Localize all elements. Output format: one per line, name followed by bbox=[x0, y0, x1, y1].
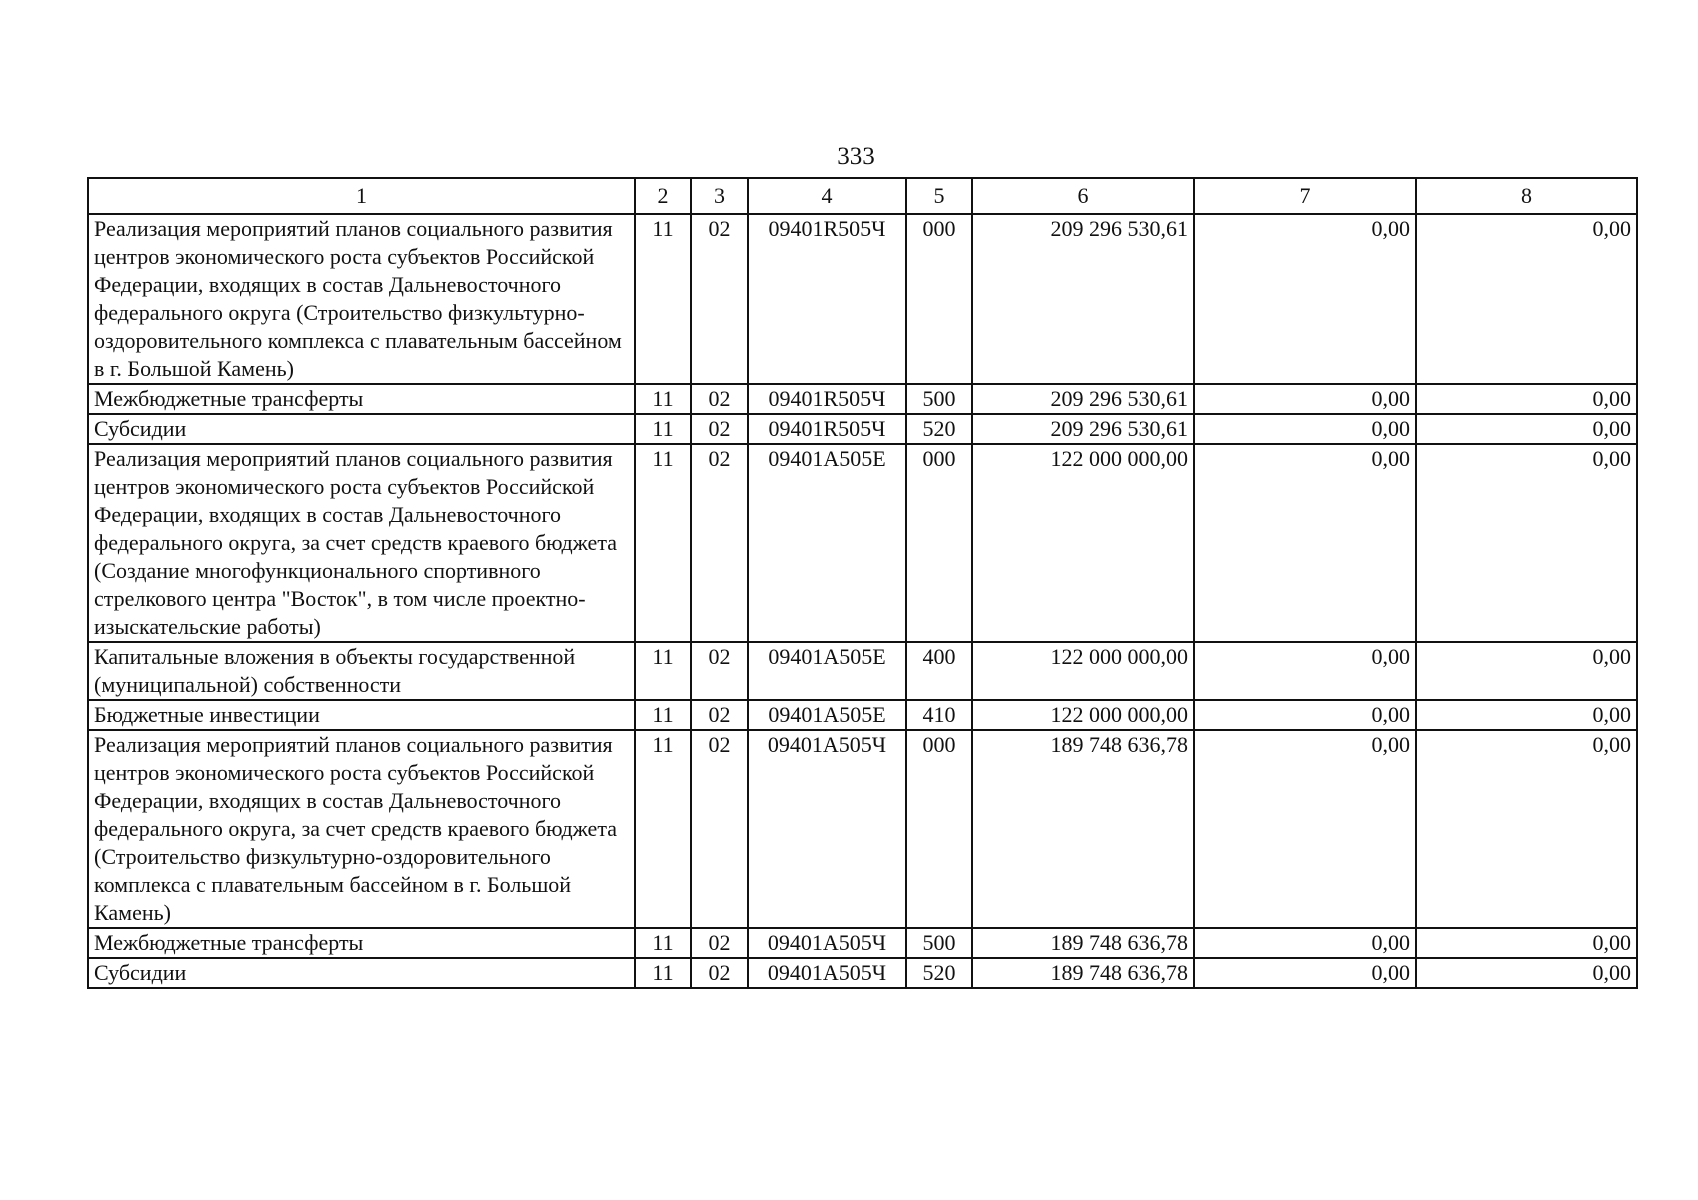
budget-table bbox=[87, 177, 1638, 989]
row-amount-7: 0,00 bbox=[1194, 214, 1416, 384]
row-amount-7: 0,00 bbox=[1194, 700, 1416, 730]
row-subsection: 02 bbox=[691, 214, 748, 384]
row-amount-8: 0,00 bbox=[1416, 958, 1637, 988]
row-expense-type: 520 bbox=[906, 958, 972, 988]
row-target-code: 09401A505Ч bbox=[748, 958, 906, 988]
row-amount-7: 0,00 bbox=[1194, 928, 1416, 958]
row-amount-8: 0,00 bbox=[1416, 414, 1637, 444]
row-name: Реализация мероприятий планов социального развития центров экономического роста субъектов Российской Федерации, входящих в состав Дальневосточного федерального округа, за счет средств краевого бюджета (Создание многофункционального спортивного стрелкового центра "Восток", в том числе проектно-изыскательские работы) bbox=[88, 444, 635, 642]
row-target-code: 09401A505Ч bbox=[748, 730, 906, 928]
header-col-4: 4 bbox=[748, 178, 906, 214]
table-row bbox=[88, 958, 1637, 988]
row-subsection: 02 bbox=[691, 384, 748, 414]
row-amount-8: 0,00 bbox=[1416, 928, 1637, 958]
row-section: 11 bbox=[635, 414, 691, 444]
row-amount-6: 189 748 636,78 bbox=[972, 928, 1194, 958]
header-row bbox=[88, 178, 1637, 214]
row-target-code: 09401A505E bbox=[748, 444, 906, 642]
header-col-7: 7 bbox=[1194, 178, 1416, 214]
row-amount-6: 122 000 000,00 bbox=[972, 642, 1194, 700]
header-col-8: 8 bbox=[1416, 178, 1637, 214]
row-amount-8: 0,00 bbox=[1416, 642, 1637, 700]
row-name: Капитальные вложения в объекты государственной (муниципальной) собственности bbox=[88, 642, 635, 700]
row-amount-7: 0,00 bbox=[1194, 384, 1416, 414]
row-section: 11 bbox=[635, 730, 691, 928]
header-col-5: 5 bbox=[906, 178, 972, 214]
row-target-code: 09401R505Ч bbox=[748, 384, 906, 414]
row-expense-type: 410 bbox=[906, 700, 972, 730]
row-name: Реализация мероприятий планов социального развития центров экономического роста субъектов Российской Федерации, входящих в состав Дальневосточного федерального округа (Строительство физкультурно-оздоровительного комплекса с плавательным бассейном в г. Большой Камень) bbox=[88, 214, 635, 384]
row-amount-6: 209 296 530,61 bbox=[972, 214, 1194, 384]
table-row bbox=[88, 700, 1637, 730]
row-name: Межбюджетные трансферты bbox=[88, 928, 635, 958]
row-expense-type: 400 bbox=[906, 642, 972, 700]
page-number: 333 bbox=[837, 143, 875, 170]
header-col-3: 3 bbox=[691, 178, 748, 214]
table-row bbox=[88, 730, 1637, 928]
row-name: Субсидии bbox=[88, 958, 635, 988]
row-target-code: 09401R505Ч bbox=[748, 414, 906, 444]
row-amount-6: 209 296 530,61 bbox=[972, 414, 1194, 444]
row-section: 11 bbox=[635, 958, 691, 988]
table-row bbox=[88, 928, 1637, 958]
row-amount-6: 209 296 530,61 bbox=[972, 384, 1194, 414]
row-name: Бюджетные инвестиции bbox=[88, 700, 635, 730]
row-section: 11 bbox=[635, 444, 691, 642]
header-col-6: 6 bbox=[972, 178, 1194, 214]
row-amount-8: 0,00 bbox=[1416, 444, 1637, 642]
table-row bbox=[88, 214, 1637, 384]
table-row bbox=[88, 384, 1637, 414]
row-section: 11 bbox=[635, 384, 691, 414]
row-amount-8: 0,00 bbox=[1416, 384, 1637, 414]
row-subsection: 02 bbox=[691, 730, 748, 928]
table-row bbox=[88, 414, 1637, 444]
row-section: 11 bbox=[635, 214, 691, 384]
row-section: 11 bbox=[635, 642, 691, 700]
row-amount-7: 0,00 bbox=[1194, 958, 1416, 988]
row-target-code: 09401A505E bbox=[748, 700, 906, 730]
row-amount-7: 0,00 bbox=[1194, 730, 1416, 928]
row-amount-6: 122 000 000,00 bbox=[972, 444, 1194, 642]
row-expense-type: 000 bbox=[906, 444, 972, 642]
row-subsection: 02 bbox=[691, 700, 748, 730]
row-subsection: 02 bbox=[691, 928, 748, 958]
row-expense-type: 000 bbox=[906, 730, 972, 928]
row-amount-6: 122 000 000,00 bbox=[972, 700, 1194, 730]
row-section: 11 bbox=[635, 928, 691, 958]
row-target-code: 09401A505Ч bbox=[748, 928, 906, 958]
row-amount-7: 0,00 bbox=[1194, 414, 1416, 444]
row-expense-type: 500 bbox=[906, 928, 972, 958]
header-col-2: 2 bbox=[635, 178, 691, 214]
header-col-1: 1 bbox=[88, 178, 635, 214]
row-amount-8: 0,00 bbox=[1416, 214, 1637, 384]
table-row bbox=[88, 642, 1637, 700]
row-amount-6: 189 748 636,78 bbox=[972, 730, 1194, 928]
row-amount-8: 0,00 bbox=[1416, 700, 1637, 730]
row-subsection: 02 bbox=[691, 642, 748, 700]
row-expense-type: 520 bbox=[906, 414, 972, 444]
row-name: Реализация мероприятий планов социального развития центров экономического роста субъектов Российской Федерации, входящих в состав Дальневосточного федерального округа, за счет средств краевого бюджета (Строительство физкультурно-оздоровительного комплекса с плавательным бассейном в г. Большой Камень) bbox=[88, 730, 635, 928]
row-name: Межбюджетные трансферты bbox=[88, 384, 635, 414]
row-expense-type: 000 bbox=[906, 214, 972, 384]
row-target-code: 09401R505Ч bbox=[748, 214, 906, 384]
row-amount-8: 0,00 bbox=[1416, 730, 1637, 928]
row-subsection: 02 bbox=[691, 958, 748, 988]
row-name: Субсидии bbox=[88, 414, 635, 444]
row-section: 11 bbox=[635, 700, 691, 730]
row-subsection: 02 bbox=[691, 444, 748, 642]
table-row bbox=[88, 444, 1637, 642]
row-expense-type: 500 bbox=[906, 384, 972, 414]
row-target-code: 09401A505E bbox=[748, 642, 906, 700]
row-amount-7: 0,00 bbox=[1194, 444, 1416, 642]
row-amount-6: 189 748 636,78 bbox=[972, 958, 1194, 988]
row-subsection: 02 bbox=[691, 414, 748, 444]
row-amount-7: 0,00 bbox=[1194, 642, 1416, 700]
